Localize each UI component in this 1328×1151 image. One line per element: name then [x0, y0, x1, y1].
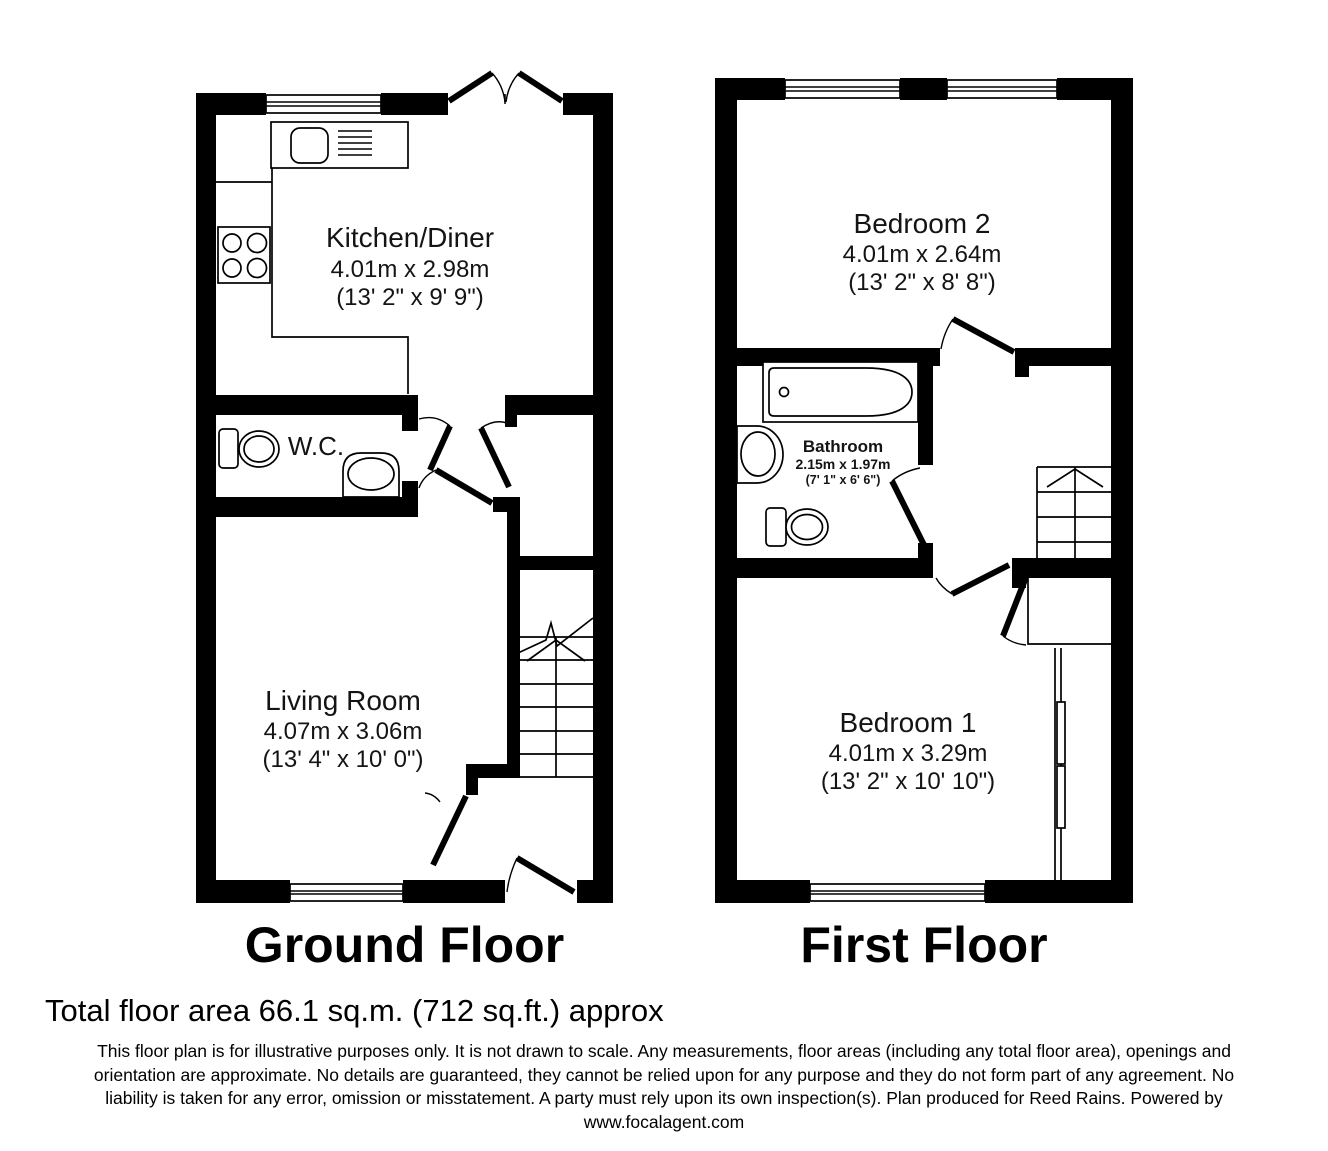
- ground-floor-caption: Ground Floor: [244, 917, 565, 973]
- room-dim-imperial: (13' 2" x 9' 9"): [336, 284, 484, 311]
- room-label: Bedroom 2: [853, 208, 991, 239]
- disclaimer: [0, 1040, 1328, 1134]
- room-label: Bedroom 1: [839, 707, 977, 738]
- bedroom2-window2-icon: [947, 80, 1057, 98]
- kitchen-door-icon: [419, 418, 450, 470]
- disclaimer-line: www.focalagent.com: [583, 1111, 745, 1132]
- room-dim-imperial: (7' 1" x 6' 6"): [805, 473, 881, 487]
- room-dim-metric: 4.01m x 3.29m: [828, 740, 988, 767]
- room-dim-metric: 4.07m x 3.06m: [263, 718, 423, 745]
- cupboard-door-icon: [481, 422, 509, 487]
- bedroom2-window-icon: [785, 80, 900, 98]
- bedroom1-door-icon: [936, 565, 1009, 594]
- living-room-window-icon: [290, 884, 403, 901]
- room-dim-metric: 4.01m x 2.98m: [330, 256, 490, 283]
- bathroom-toilet-icon: [766, 508, 828, 546]
- wardrobe-icon: [1055, 648, 1065, 880]
- kitchen-sink-icon: [271, 122, 408, 168]
- bathroom-basin-icon: [737, 426, 783, 483]
- room-dim-metric: 4.01m x 2.64m: [842, 241, 1002, 268]
- first-stairs-icon: [1037, 467, 1111, 560]
- wash-basin-icon: [343, 453, 399, 497]
- kitchen-window-icon: [266, 95, 381, 113]
- first-floor-plan: [715, 76, 1133, 905]
- disclaimer-line: orientation are approximate. No details are guaranteed, they cannot be relied upon for any purpose and they do not form part of any agreement. No: [93, 1064, 1235, 1085]
- front-door-opening: [505, 878, 577, 905]
- room-dim-metric: 2.15m x 1.97m: [795, 456, 891, 472]
- living-room-hall-door-icon: [419, 470, 492, 503]
- bathroom-door-icon: [892, 468, 924, 545]
- room-label: Bathroom: [802, 437, 884, 456]
- toilet-icon: [219, 429, 279, 468]
- bathtub-icon: [763, 362, 918, 422]
- first-floor-caption: First Floor: [800, 917, 1048, 973]
- room-label: W.C.: [287, 431, 345, 461]
- disclaimer-line: This floor plan is for illustrative purposes only. It is not drawn to scale. Any measurements, floor areas (including any total floor area), openings and: [97, 1041, 1231, 1061]
- hob-icon: [218, 227, 270, 283]
- room-dim-imperial: (13' 4" x 10' 0"): [262, 746, 424, 773]
- bedroom1-window-icon: [810, 884, 985, 901]
- room-dim-imperial: (13' 2" x 10' 10"): [820, 768, 996, 795]
- stairs-icon: [518, 618, 593, 777]
- total-floor-area: Total floor area 66.1 sq.m. (712 sq.ft.) approx: [45, 993, 664, 1028]
- bedroom2-door-icon: [941, 319, 1014, 352]
- ground-floor-plan: [196, 73, 613, 905]
- living-room-door-icon: [425, 793, 466, 865]
- room-dim-imperial: (13' 2" x 8' 8"): [848, 269, 996, 296]
- room-label: Kitchen/Diner: [325, 222, 495, 253]
- disclaimer-line: liability is taken for any error, omission or misstatement. A party must rely upon its own inspection(s). Plan produced for Reed Rains. Powered by: [105, 1088, 1223, 1108]
- room-label: Living Room: [265, 685, 421, 716]
